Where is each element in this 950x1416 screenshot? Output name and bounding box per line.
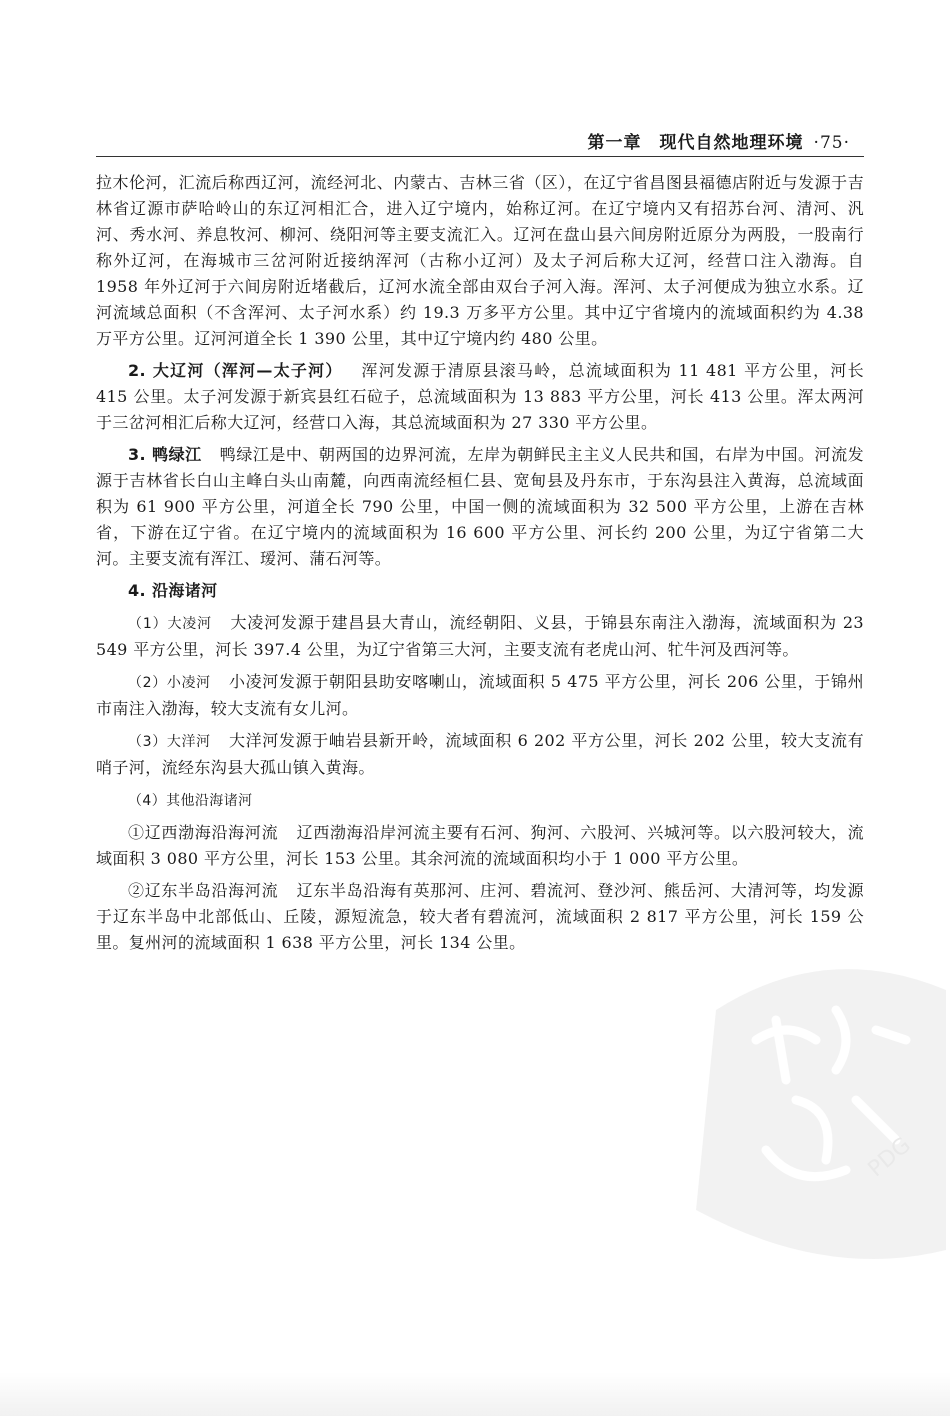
running-header (96, 126, 864, 157)
chapter-label: 第一章 (587, 133, 642, 153)
watermark-seal-icon (676, 950, 950, 1270)
item-liaoxi-rivers (96, 820, 864, 872)
watermark-seal (676, 950, 950, 1270)
subsection-body: 大凌河发源于建昌县大青山，流经朝阳、义县，于锦县东南注入渤海，流域面积为 23 549 平方公里，河长 397.4 公里，为辽宁省第三大河，主要支流有老虎山河、牤牛河及西河等。 (96, 613, 865, 659)
chapter-title: 现代自然地理环境 (659, 133, 804, 153)
subsection-dalinghe (96, 610, 864, 663)
item-heading: ①辽西渤海沿海河流 (128, 823, 279, 842)
subsection-others-heading (96, 787, 864, 814)
section-heading: 4. 沿海诸河 (128, 581, 218, 600)
paragraph-liaohe: 拉木伦河，汇流后称西辽河，流经河北、内蒙古、吉林三省（区），在辽宁省昌图县福德店附近与发源于吉林省辽源市萨哈岭山的东辽河相汇合，进入辽宁境内，始称辽河。在辽宁境内又有招苏台河、清河、汎河、秀水河、养息牧河、柳河、绕阳河等主要支流汇入。辽河在盘山县六间房附近原分为两股，一股南行称外辽河，在海城市三岔河附近接纳浑河（古称小辽河）及太子河后称大辽河，经营口注入渤海。自 1958 年外辽河于六间房附近堵截后，辽河水流全部由双台子河入海。浑河、太子河便成为独立水系。辽河流域总面积（不含浑河、太子河水系）约 19.3 万多平方公里。其中辽宁省境内的流域面积约为 4.38 万平方公里。辽河河道全长 1 390 公里，其中辽宁境内约 480 公里。 (96, 173, 864, 348)
subsection-dayanghe (96, 728, 864, 781)
subsection-heading: （4）其他沿海诸河 (128, 793, 253, 809)
section-coastal-heading (96, 578, 864, 604)
subsection-xiaolinghe (96, 669, 864, 722)
watermark-label: PDG (863, 1132, 916, 1183)
page-body (96, 170, 864, 962)
item-liaodong-rivers (96, 878, 864, 956)
section-heading: 3. 鸭绿江 (128, 445, 202, 464)
section-yalujiang (96, 442, 864, 572)
subsection-body: 小凌河发源于朝阳县助安喀喇山，流域面积 5 475 平方公里，河长 206 公里，于锦州市南注入渤海，较大支流有女儿河。 (96, 672, 864, 718)
running-head (588, 128, 850, 153)
item-heading: ②辽东半岛沿海河流 (128, 881, 279, 900)
subsection-heading: （3）大洋河 (128, 734, 211, 750)
section-body: 浑河发源于清原县滚马岭，总流域面积为 11 481 平方公里，河长 415 公里。太子河发源于新宾县红石砬子，总流域面积为 13 883 平方公里，河长 413 公里。浑太两河于三岔河相汇后称大辽河，经营口入海，其总流域面积为 27 330 平方公里。 (96, 361, 865, 432)
section-heading: 2. 大辽河（浑河—太子河） (128, 361, 343, 380)
subsection-body: 大洋河发源于岫岩县新开岭，流域面积 6 202 平方公里，河长 202 公里，较大支流有哨子河，流经东沟县大孤山镇入黄海。 (96, 731, 864, 777)
item-body: 辽西渤海沿岸河流主要有石河、狗河、六股河、兴城河等。以六股河较大，流域面积 3 080 平方公里，河长 153 公里。其余河流的流域面积均小于 1 000 平方公里。 (96, 823, 864, 868)
subsection-heading: （1）大凌河 (128, 616, 212, 632)
subsection-heading: （2）小凌河 (128, 675, 211, 691)
section-body: 鸭绿江是中、朝两国的边界河流，左岸为朝鲜民主主义人民共和国，右岸为中国。河流发源于吉林省长白山主峰白头山南麓，向西南流经桓仁县、宽甸县及丹东市，于东沟县注入黄海，总流域面积为 61 900 平方公里，河道全长 790 公里，中国一侧的流域面积为 32 500 平方公里，上游在吉林省，下游在辽宁省。在辽宁境内的流域面积为 16 600 平方公里、河长约 200 公里，为辽宁省第二大河。主要支流有浑江、瑷河、蒲石河等。 (96, 445, 864, 568)
section-daliaohe (96, 358, 864, 436)
page-number: ·75· (813, 133, 850, 153)
item-body: 辽东半岛沿海有英那河、庄河、碧流河、登沙河、熊岳河、大清河等，均发源于辽东半岛中北部低山、丘陵，源短流急，较大者有碧流河，流域面积 2 817 平方公里，河长 159 公里。复州河的流域面积 1 638 平方公里，河长 134 公里。 (96, 881, 864, 952)
page-bottom-edge (0, 1372, 950, 1416)
